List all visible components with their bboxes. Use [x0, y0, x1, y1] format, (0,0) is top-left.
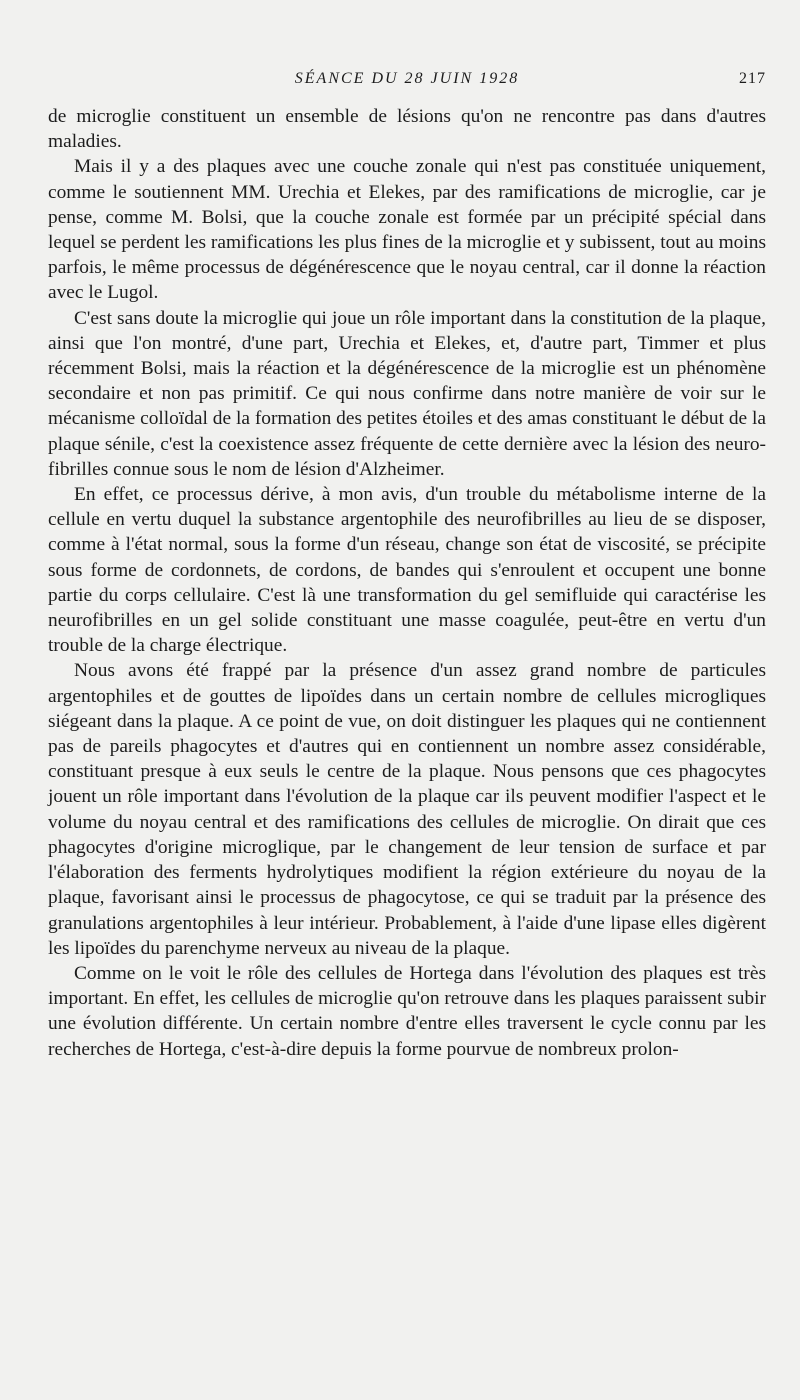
paragraph-continued: de microglie constituent un ensemble de lésions qu'on ne rencontre pas dans d'autres maladies.	[48, 106, 766, 153]
paragraph: Nous avons été frappé par la présence d'un assez grand nombre de particules argentophiles et de gouttes de lipoïdes dans un certain nombre de cellules microgliques siégeant dans la plaque. A ce point de vue, on doit distinguer les plaques qui ne contiennent pas de pareils phagocytes et d'autres qui en contiennent un nombre assez considérable, constituant presque à eux seuls le centre de la plaque. Nous pensons que ces phagocytes jouent un rôle important dans l'évolution de la plaque car ils peuvent modifier l'aspect et le volume du noyau central et des ramifications des cellules de microglie. On dirait que ces phagocytes d'origine microglique, par le changement de leur tension de surface et par l'élaboration des ferments hydrolytiques modifient la région extérieure du noyau de la plaque, favorisant ainsi le processus de phagocytose, ce qui se traduit par la présence des granulations argentophiles à leur intérieur. Probablement, à l'aide d'une lipase elles digèrent les lipoïdes du parenchyme nerveux au niveau de la plaque.	[48, 660, 766, 959]
page-header	[48, 70, 766, 94]
paragraph: C'est sans doute la microglie qui joue un rôle important dans la constitution de la plaque, ainsi que l'on montré, d'une part, Urechia et Elekes, et, d'autre part, Timmer et plus récemment Bolsi, mais la réaction et la dégénérescence de la microglie est un phénomène secondaire et non pas primitif. Ce qui nous confirme dans notre manière de voir sur le mécanisme colloïdal de la formation des petites étoiles et des amas constituant le début de la plaque sénile, c'est la coexistence assez fréquente de cette dernière avec la lésion des neuro-fibrilles connue sous le nom de lésion d'Alzheimer.	[48, 307, 766, 480]
paragraph: Mais il y a des plaques avec une couche zonale qui n'est pas constituée uniquement, comme le soutiennent MM. Urechia et Elekes, par des ramifications de microglie, car je pense, comme M. Bolsi, que la couche zonale est formée par un précipité spécial dans lequel se perdent les ramifications les plus fines de la microglie et y subissent, tout au moins parfois, le même processus de dégénérescence que le noyau central, car il donne la réaction avec le Lugol.	[48, 156, 766, 304]
running-head: SÉANCE DU 28 JUIN 1928	[294, 70, 520, 87]
body-text	[48, 104, 766, 1062]
page-number: 217	[739, 70, 766, 87]
paragraph: En effet, ce processus dérive, à mon avis, d'un trouble du métabolisme interne de la cellule en vertu duquel la substance argentophile des neurofibrilles au lieu de se disposer, comme à l'état normal, sous la forme d'un réseau, change son état de viscosité, se précipite sous forme de cordonnets, de cordons, de bandes qui s'enroulent et occupent une bonne partie du corps cellulaire. C'est là une transformation du gel semifluide qui caractérise les neurofibrilles en un gel solide constituant une masse coagulée, peut-être en vertu d'un trouble de la charge électrique.	[48, 484, 766, 657]
paragraph: Comme on le voit le rôle des cellules de Hortega dans l'évolution des plaques est très important. En effet, les cellules de microglie qu'on retrouve dans les plaques paraissent subir une évolution différente. Un certain nombre d'entre elles traversent le cycle connu par les recherches de Hortega, c'est-à-dire depuis la forme pourvue de nombreux prolon-	[48, 962, 766, 1060]
